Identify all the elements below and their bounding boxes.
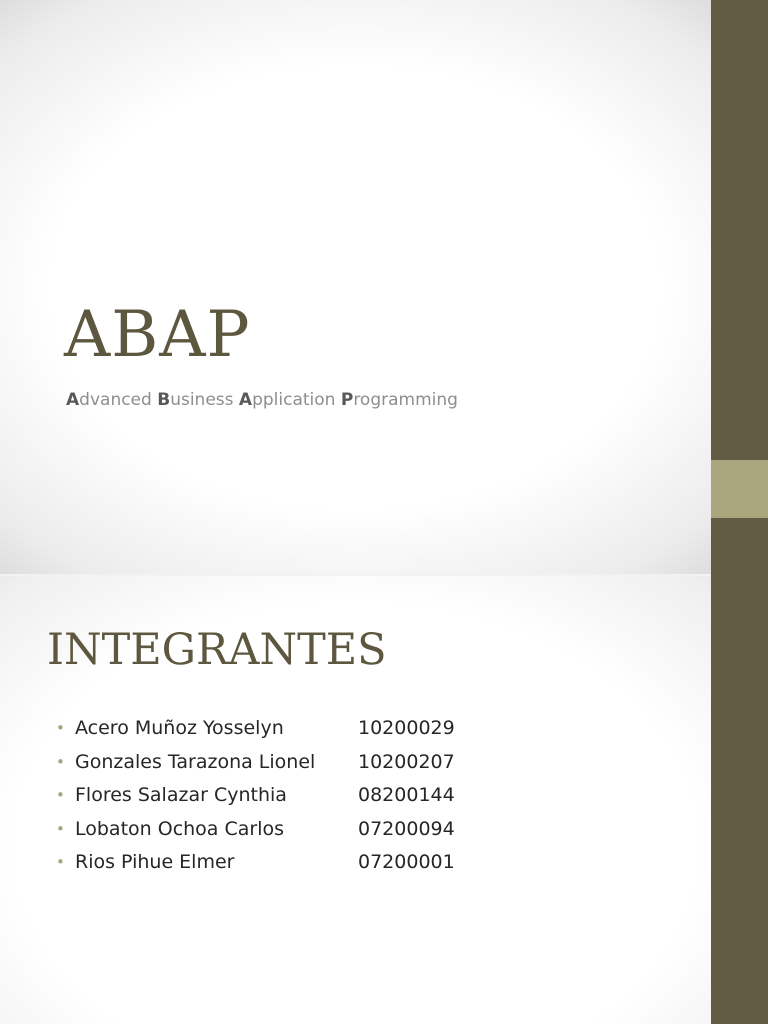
member-name: Gonzales Tarazona Lionel: [75, 750, 316, 773]
subtitle-initial-b: B: [157, 390, 171, 410]
member-name: Rios Pihue Elmer: [75, 851, 235, 874]
bullet-icon: •: [56, 786, 65, 805]
bullet-icon: •: [56, 853, 65, 872]
members-slide: [0, 576, 711, 1024]
side-accent: [711, 460, 768, 518]
member-id: 10200207: [358, 750, 455, 773]
bullet-icon: •: [56, 719, 65, 737]
subtitle-initial-a: A: [66, 390, 80, 410]
member-id: 10200029: [358, 717, 455, 739]
slide-title: ABAP: [64, 298, 251, 372]
member-name: Lobaton Ochoa Carlos: [75, 817, 285, 840]
member-id: 08200144: [358, 784, 455, 807]
member-id: 07200094: [358, 817, 455, 840]
slide-subtitle: [66, 389, 458, 411]
subtitle-word-pplication: pplication: [252, 390, 341, 410]
bullet-icon: •: [56, 752, 65, 771]
member-id: 07200001: [358, 851, 455, 874]
subtitle-word-rogramming: rogramming: [353, 390, 458, 410]
subtitle-initial-a2: A: [238, 390, 253, 410]
member-name: Flores Salazar Cynthia: [75, 784, 287, 807]
member-name: Acero Muñoz Yosselyn: [75, 717, 284, 739]
subtitle-word-usiness: usiness: [170, 390, 239, 410]
members-heading: INTEGRANTES: [47, 625, 387, 675]
bullet-icon: •: [56, 819, 65, 838]
subtitle-word-dvanced: dvanced: [79, 390, 158, 410]
subtitle-initial-p: P: [340, 390, 354, 410]
